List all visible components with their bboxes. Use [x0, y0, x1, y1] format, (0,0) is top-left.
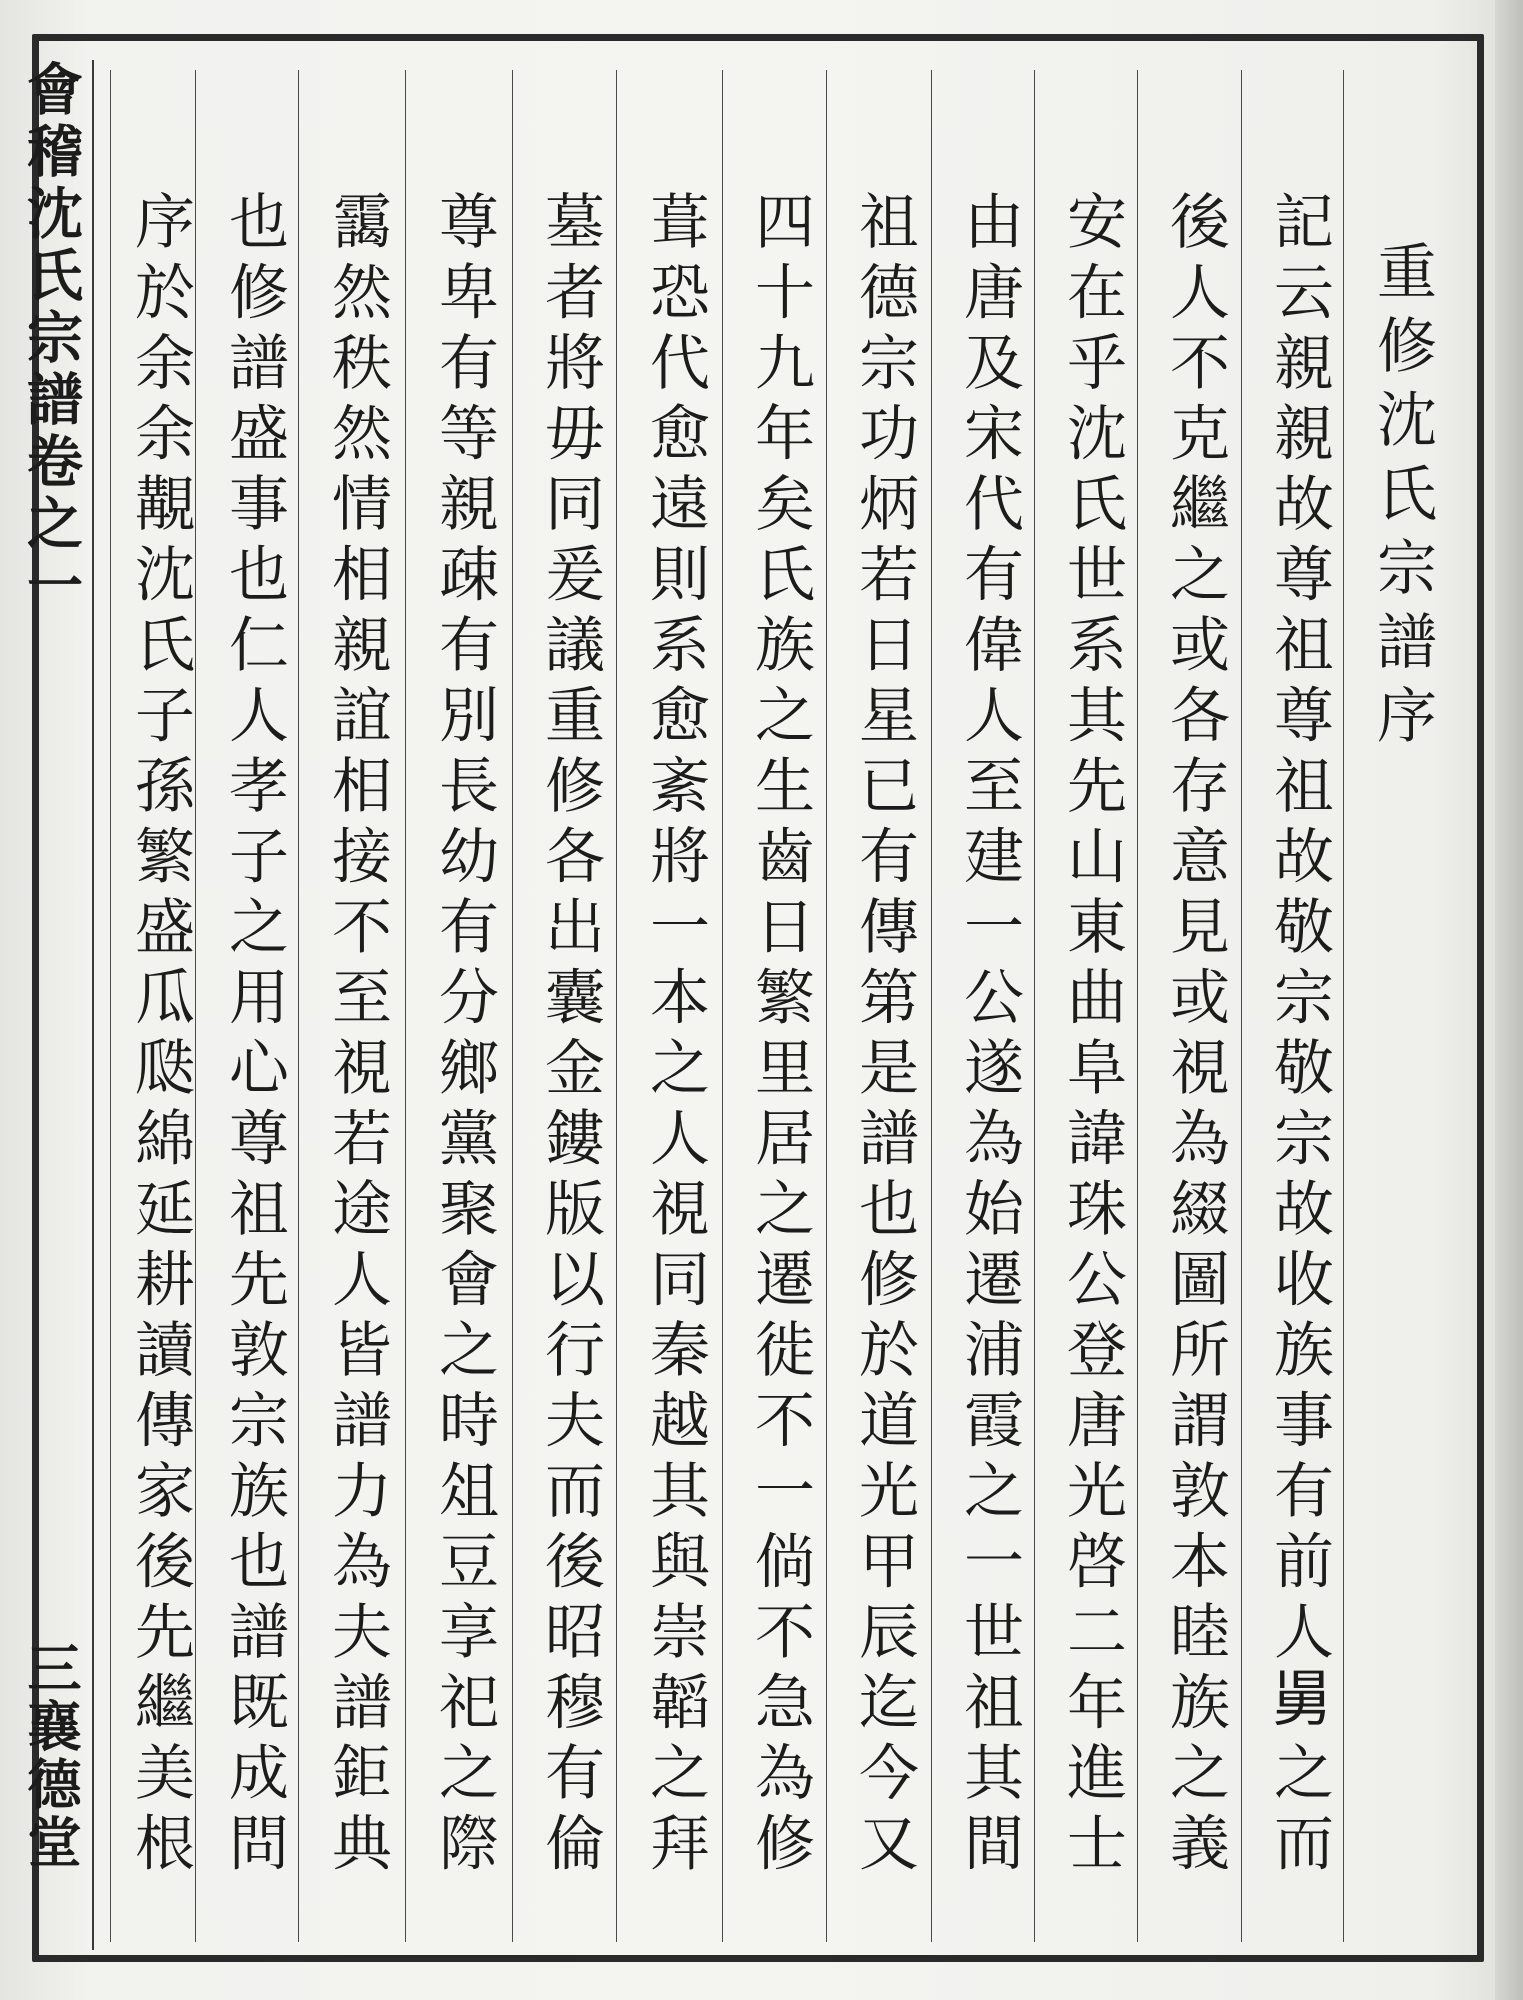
hall-name: 三襄德堂: [19, 1640, 83, 1872]
text-column: 葺恐代愈遠則系愈紊將一本之人視同秦越其與崇韜之拜: [640, 190, 710, 1882]
column-divider: [1241, 70, 1242, 1942]
column-divider: [298, 70, 299, 1942]
column-divider: [931, 70, 932, 1942]
spine-divider: [92, 60, 94, 1950]
text-column: 序於余余覯沈氏子孫繁盛瓜瓞綿延耕讀傳家後先繼美根: [125, 190, 195, 1882]
text-column: 祖德宗功炳若日星已有傳第是譜也修於道光甲辰迄今又: [849, 190, 919, 1882]
text-column: 記云親親故尊祖尊祖故敬宗敬宗故收族事有前人𠢎之而: [1264, 190, 1334, 1882]
column-divider: [110, 70, 111, 1942]
text-column: 後人不克繼之或各存意見或視為綴圖所謂敦本睦族之義: [1160, 190, 1230, 1882]
document-title: 重修沈氏宗譜序: [1367, 240, 1437, 758]
book-title: 會稽沈氏宗譜卷之一: [18, 60, 84, 618]
text-column: 四十九年矣氏族之生齒日繁里居之遷徙不一倘不急為修: [745, 190, 815, 1882]
column-divider: [512, 70, 513, 1942]
page-edge: [1495, 0, 1523, 2000]
column-divider: [1343, 70, 1344, 1942]
text-column: 靄然秩然情相親誼相接不至視若途人皆譜力為夫譜鉅典: [322, 190, 392, 1882]
text-column: 由唐及宋代有偉人至建一公遂為始遷浦霞之一世祖其間: [954, 190, 1024, 1882]
column-divider: [405, 70, 406, 1942]
text-column: 安在乎沈氏世系其先山東曲阜諱珠公登唐光啓二年進士: [1057, 190, 1127, 1882]
text-column: 也修譜盛事也仁人孝子之用心尊祖先敦宗族也譜既成問: [219, 190, 289, 1882]
text-column: 尊卑有等親疎有別長幼有分鄉黨聚會之時俎豆享祀之際: [429, 190, 499, 1882]
column-divider: [722, 70, 723, 1942]
column-divider: [1137, 70, 1138, 1942]
text-column: 墓者將毋同爰議重修各出囊金鏤版以行夫而後昭穆有倫: [535, 190, 605, 1882]
column-divider: [616, 70, 617, 1942]
column-divider: [1034, 70, 1035, 1942]
column-divider: [826, 70, 827, 1942]
